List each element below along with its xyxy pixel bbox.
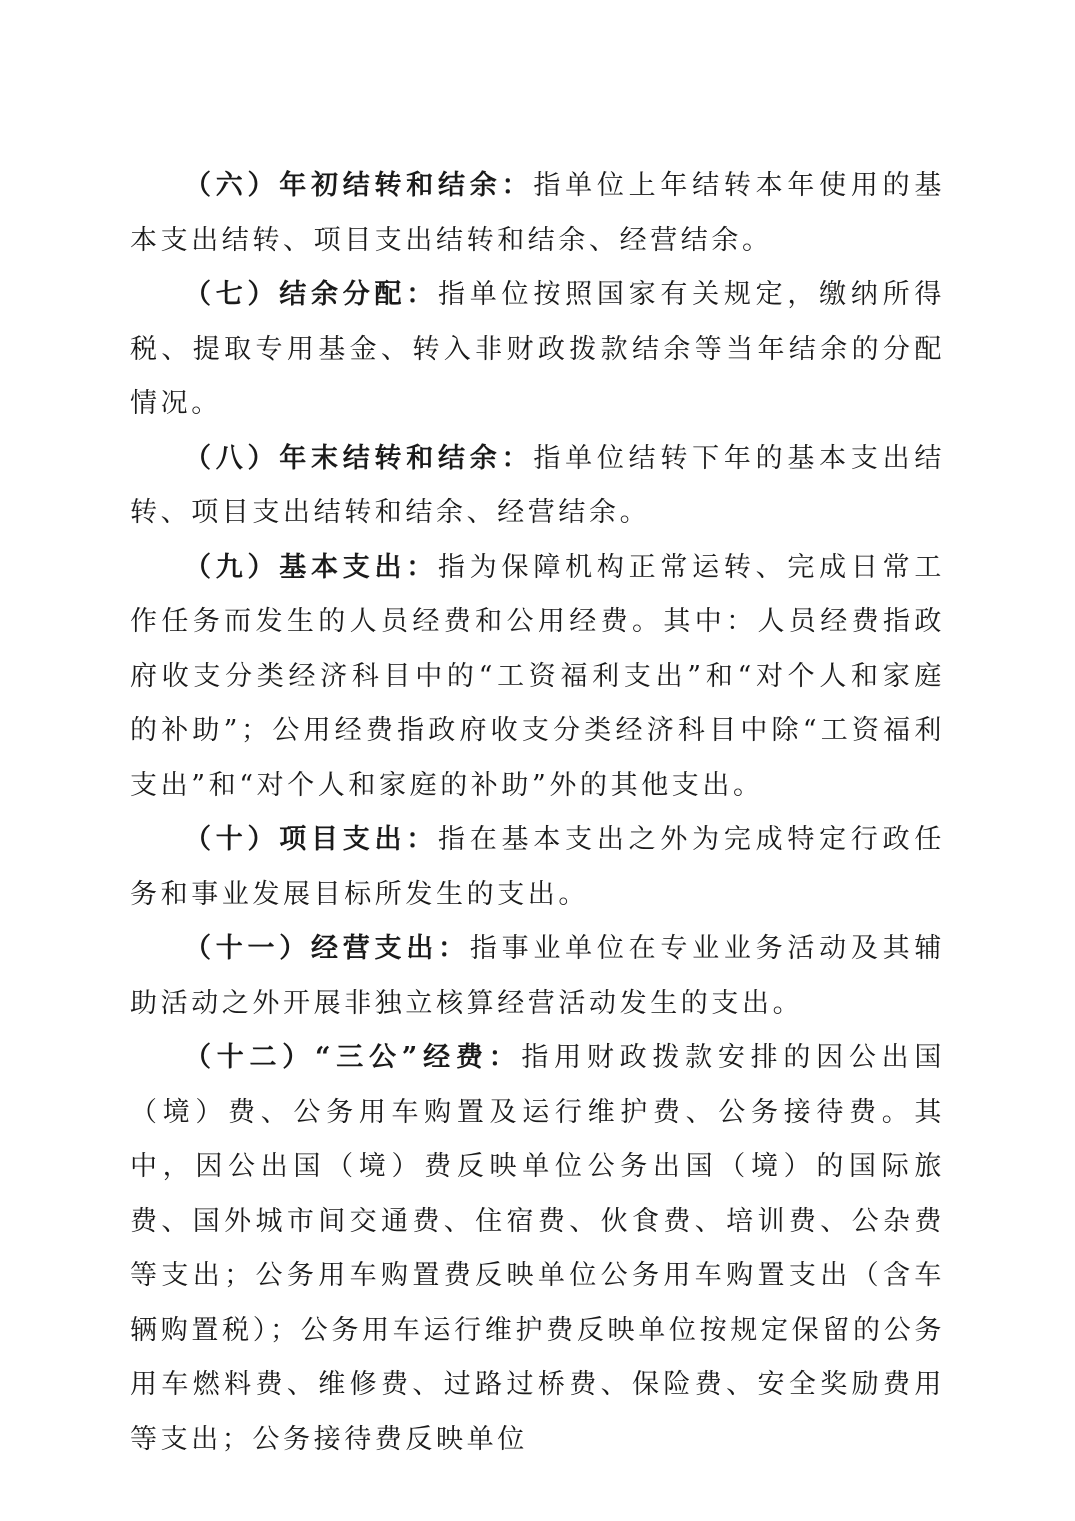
paragraph-operating-expenditure [130,922,945,1031]
term-definition: 指为保障机构正常运转、完成日常工作任务而发生的人员经费和公用经费。其中：人员经费指政府收支分类经济科目中的“工资福利支出”和“对个人和家庭的补助”；公用经费指政府收支分类经济科目中除“工资福利支出”和“对个人和家庭的补助”外的其他支出。 [130,551,945,801]
term-heading: （十）项目支出： [184,824,439,855]
paragraph-annual-closing-carryover [130,432,945,541]
term-definition: 指单位按照国家有关规定，缴纳所得税、提取专用基金、转入非财政拨款结余等当年结余的分配情况。 [130,279,945,419]
term-heading: （七）结余分配： [184,279,439,310]
term-definition: 指在基本支出之外为完成特定行政任务和事业发展目标所发生的支出。 [130,824,945,910]
term-heading: （八）年末结转和结余： [184,442,534,474]
paragraph-surplus-distribution [130,268,945,432]
term-heading: （十二）“三公”经费： [184,1042,522,1073]
paragraph-project-expenditure [130,813,945,922]
term-definition: 指单位上年结转本年使用的基本支出结转、项目支出结转和结余、经营结余。 [130,170,945,256]
document-page [130,159,945,1467]
paragraph-annual-opening-carryover [130,159,945,268]
term-heading: （六）年初结转和结余： [184,170,534,201]
paragraph-three-public-expenses [130,1031,945,1467]
term-definition: 指单位结转下年的基本支出结转、项目支出结转和结余、经营结余。 [130,442,945,528]
term-heading: （十一）经营支出： [184,933,470,964]
term-definition: 指事业单位在专业业务活动及其辅助活动之外开展非独立核算经营活动发生的支出。 [130,933,945,1019]
term-definition: 指用财政拨款安排的因公出国（境）费、公务用车购置及运行维护费、公务接待费。其中，因公出国（境）费反映单位公务出国（境）的国际旅费、国外城市间交通费、住宿费、伙食费、培训费、公杂费等支出；公务用车购置费反映单位公务用车购置支出（含车辆购置税）；公务用车运行维护费反映单位按规定保留的公务用车燃料费、维修费、过路过桥费、保险费、安全奖励费用等支出；公务接待费反映单位 [130,1042,945,1455]
term-heading: （九）基本支出： [184,551,439,583]
paragraph-basic-expenditure [130,541,945,814]
